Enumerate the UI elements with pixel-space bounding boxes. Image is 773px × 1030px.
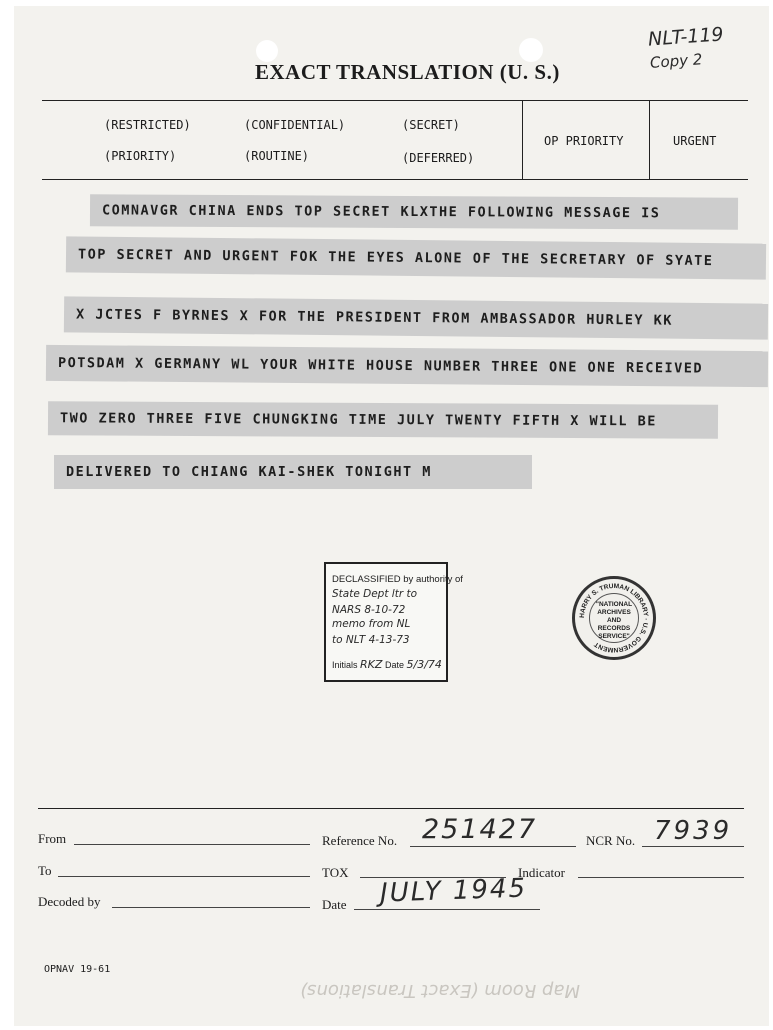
faint-note: Map Room (Exact Translations) (300, 980, 580, 1001)
to-label: To (38, 863, 52, 878)
ncr-field-line (642, 846, 744, 847)
stamp-line-4: memo from NL (332, 618, 411, 630)
decoded-field-line (112, 907, 310, 908)
date-label: Date (322, 897, 347, 912)
classification-confidential: (CONFIDENTIAL) (244, 118, 346, 132)
header-rule-bottom (42, 179, 748, 180)
form-rule (38, 808, 744, 809)
stamp-line-1: DECLASSIFIED by authority of (332, 574, 463, 585)
message-line-4: POTSDAM X GERMANY WL YOUR WHITE HOUSE NUMBER THREE ONE ONE RECEIVED (46, 345, 768, 387)
svg-text:HARRY S. TRUMAN LIBRARY · U.S.: HARRY S. TRUMAN LIBRARY · U.S. GOVERNMENT (578, 582, 650, 654)
handwritten-copy: Copy 2 (649, 50, 703, 72)
handwritten-ref: NLT-119 (647, 23, 725, 51)
stamp-line-2: State Dept ltr to (332, 588, 418, 600)
date-field-line (354, 909, 540, 910)
classification-secret: (SECRET) (402, 118, 460, 132)
declassification-stamp (324, 562, 463, 682)
header-rule-top (42, 100, 748, 101)
classification-op-priority: OP PRIORITY (544, 134, 624, 148)
stamp-initials: RKZ (360, 658, 383, 671)
indicator-label: Indicator (518, 865, 565, 880)
from-field-line (74, 844, 310, 845)
header-divider-2 (649, 100, 650, 180)
from-label: From (38, 831, 67, 846)
date-value: JULY 1945 (379, 873, 528, 909)
reference-label: Reference No. (322, 833, 398, 848)
ncr-label: NCR No. (586, 833, 636, 848)
form-number: OPNAV 19-61 (44, 964, 111, 975)
decoded-by-label: Decoded by (38, 894, 101, 909)
stamp-initials-label: Initials (332, 660, 358, 670)
indicator-field-line (578, 877, 744, 878)
classification-deferred: (DEFERRED) (402, 151, 475, 165)
stamp-line-3: NARS 8-10-72 (332, 604, 406, 616)
ncr-value: 7939 (654, 816, 733, 846)
stamp-date-label: Date (384, 660, 404, 670)
message-line-1: COMNAVGR CHINA ENDS TOP SECRET KLXTHE FOLLOWING MESSAGE IS (90, 194, 738, 229)
classification-priority: (PRIORITY) (104, 149, 177, 163)
stamp-initials-row (332, 658, 442, 671)
page-title: EXACT TRANSLATION (U. S.) (255, 60, 560, 84)
punch-hole-left (256, 40, 278, 62)
to-field-line (58, 876, 310, 877)
classification-urgent: URGENT (673, 134, 717, 148)
stamp-line-5: to NLT 4-13-73 (332, 634, 410, 646)
tox-label: TOX (322, 865, 349, 880)
message-line-6: DELIVERED TO CHIANG KAI-SHEK TONIGHT M (54, 455, 532, 489)
punch-hole-right (519, 38, 543, 62)
seal-center-text: "NATIONAL ARCHIVES AND RECORDS SERVICE" (595, 601, 633, 640)
reference-field-line (410, 846, 576, 847)
message-line-2: TOP SECRET AND URGENT FOK THE EYES ALONE OF THE SECRETARY OF SYATE (66, 236, 766, 279)
message-line-3: X JCTES F BYRNES X FOR THE PRESIDENT FROM AMBASSADOR HURLEY KK (64, 296, 768, 339)
stamp-date: 5/3/74 (406, 658, 442, 671)
message-line-5: TWO ZERO THREE FIVE CHUNGKING TIME JULY TWENTY FIFTH X WILL BE (48, 401, 718, 439)
header-divider-1 (522, 100, 523, 180)
archives-seal (572, 576, 656, 660)
classification-restricted: (RESTRICTED) (104, 118, 191, 132)
reference-value: 251427 (422, 814, 538, 845)
classification-routine: (ROUTINE) (244, 149, 310, 163)
